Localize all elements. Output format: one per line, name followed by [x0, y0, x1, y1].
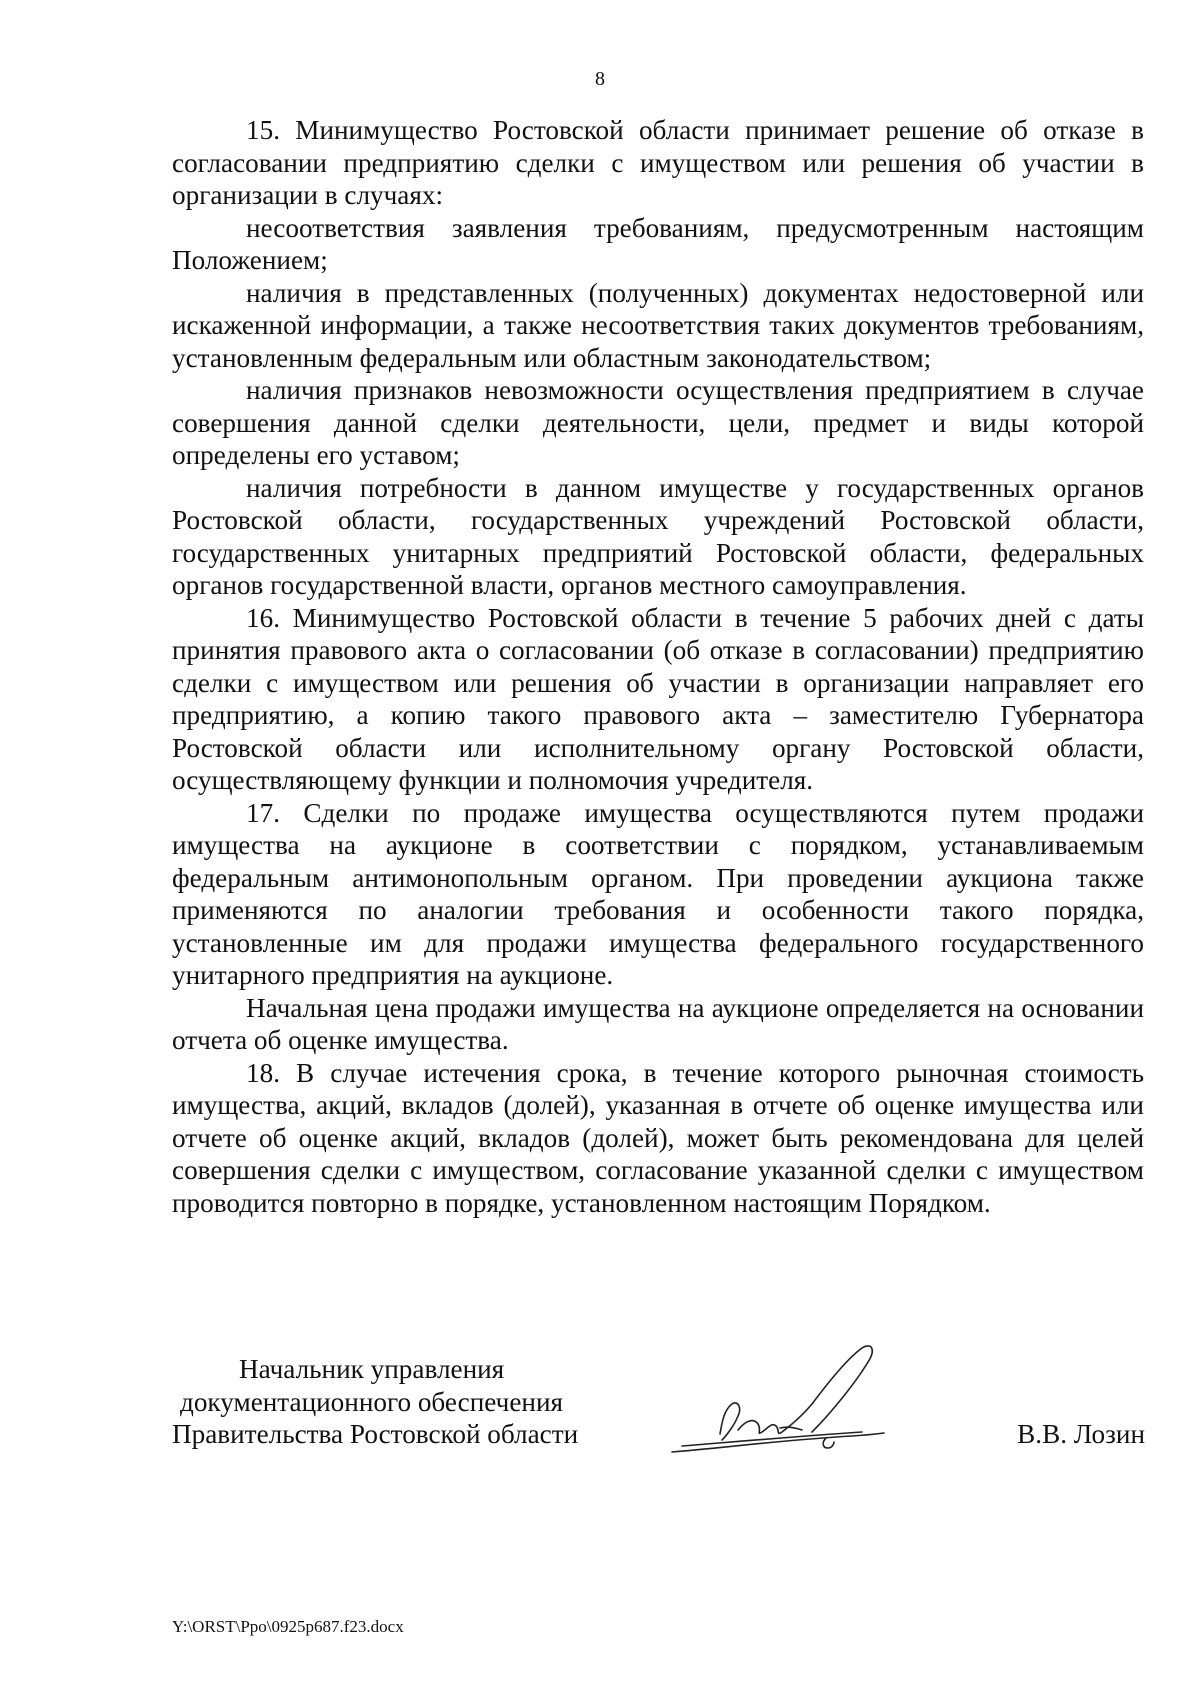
paragraph-16: 16. Минимущество Ростовской области в течение 5 рабочих дней с даты принятия правового акта о согласовании (об отказе в согласовании) предприятию сделки с имуществом или решения об участии в организации направляет его предприятию, а копию такого правового акта – заместителю Губернатора Ростовской области или исполнительному органу Ростовской области, осуществляющему функции и полномочия учредителя. — [172, 602, 1144, 795]
handwritten-signature — [662, 1330, 902, 1470]
signatory-title-line-1: Начальник управления — [239, 1354, 505, 1384]
document-body — [172, 114, 1144, 1219]
paragraph-17: 17. Сделки по продаже имущества осуществляются путем продажи имущества на аукционе в соответствии с порядком, устанавливаемым федеральным антимонопольным органом. При проведении аукциона также применяются по аналогии требования и особенности такого порядка, установленные им для продажи имущества федерального государственного унитарного предприятия на аукционе. — [172, 797, 1144, 990]
signatory-title-line-3: Правительства Ростовской области — [172, 1419, 579, 1449]
paragraph-17-price: Начальная цена продажи имущества на аукционе определяется на основании отчета об оценке имущества. — [172, 992, 1144, 1055]
signatory-title-line-2: документационного обеспечения — [180, 1386, 564, 1417]
paragraph-15-item-3: наличия признаков невозможности осуществления предприятием в случае совершения данной сделки деятельности, цели, предмет и виды которой определены его уставом; — [172, 375, 1144, 470]
signatory-title — [172, 1353, 578, 1451]
paragraph-15-item-4: наличия потребности в данном имуществе у государственных органов Ростовской области, государственных учреждений Ростовской области, государственных унитарных предприятий Ростовской области, федеральных органов государственной власти, органов местного самоуправления. — [172, 472, 1144, 600]
paragraph-15-item-1: несоответствия заявления требованиям, предусмотренным настоящим Положением; — [172, 212, 1144, 275]
paragraph-15: 15. Минимущество Ростовской области принимает решение об отказе в согласовании предприятию сделки с имуществом или решения об участии в организации в случаях: — [172, 115, 1144, 210]
paragraph-18: 18. В случае истечения срока, в течение которого рыночная стоимость имущества, акций, вкладов (долей), указанная в отчете об оценке имущества или отчете об оценке акций, вкладов (долей), может быть рекомендована для целей совершения сделки с имуществом, согласование указанной сделки с имуществом проводится повторно в порядке, установленном настоящим Порядком. — [172, 1057, 1144, 1218]
file-path: Y:\ORST\Ppo\0925p687.f23.docx — [172, 1617, 404, 1636]
page-number: 8 — [595, 68, 605, 90]
signatory-name: В.В. Лозин — [1017, 1419, 1145, 1449]
signature-block — [0, 1353, 1200, 1463]
paragraph-15-item-2: наличия в представленных (полученных) документах недостоверной или искаженной информации, а также несоответствия таких документов требованиям, установленным федеральным или областным законодательством; — [172, 277, 1144, 373]
